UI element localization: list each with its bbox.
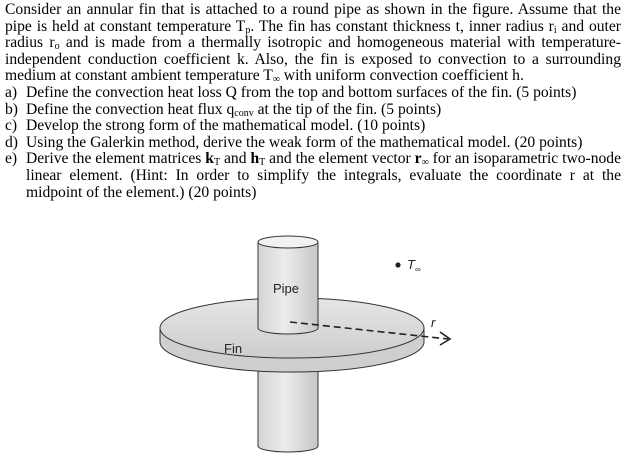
radial-coordinate-label: r (431, 315, 436, 330)
question-b: b) Define the convection heat flux $q_{conv}$ at the tip of the fin. (5 points) (5, 100, 442, 119)
question-c: c) Develop the strong form of the mathematical model. (10 points) (5, 117, 426, 135)
ambient-temperature-label: $T_\infty$ (407, 257, 421, 274)
pipe-label: Pipe (273, 281, 300, 296)
question-e: e) Derive the element matrices $k_T$ and $h_T$ and the element vector $r_\infty$ for an isoparametric two-node linear element. (Hint: In order to simplify the integrals, evaluate the coordinate r at the midpoint of the element.) (20 points) (5, 150, 622, 201)
ambient-dot (395, 262, 400, 267)
question-a: a) Define the convection heat loss Q from the top and bottom surfaces of the fin. (5 points) (5, 83, 577, 101)
question-d: d) Using the Galerkin method, derive the weak form of the mathematical model. (20 points) (5, 133, 583, 151)
pipe-top (258, 236, 318, 248)
intro-paragraph: Consider an annular fin that is attached to a round pipe as shown in the figure. Assume that the pipe is held at constant temperature $T_p$. The fin has constant thickness t, inner radius $r_i$ and outer radius $r_o$ and is made from a thermally isotropic and homogeneous material with temperature-independent conduction coefficient k. Also, the fin is exposed to convection to a surrounding medium at constant ambient temperature $T_\infty$ with uniform convection coefficient h. (5, 1, 621, 86)
fin-label: Fin (224, 341, 243, 356)
